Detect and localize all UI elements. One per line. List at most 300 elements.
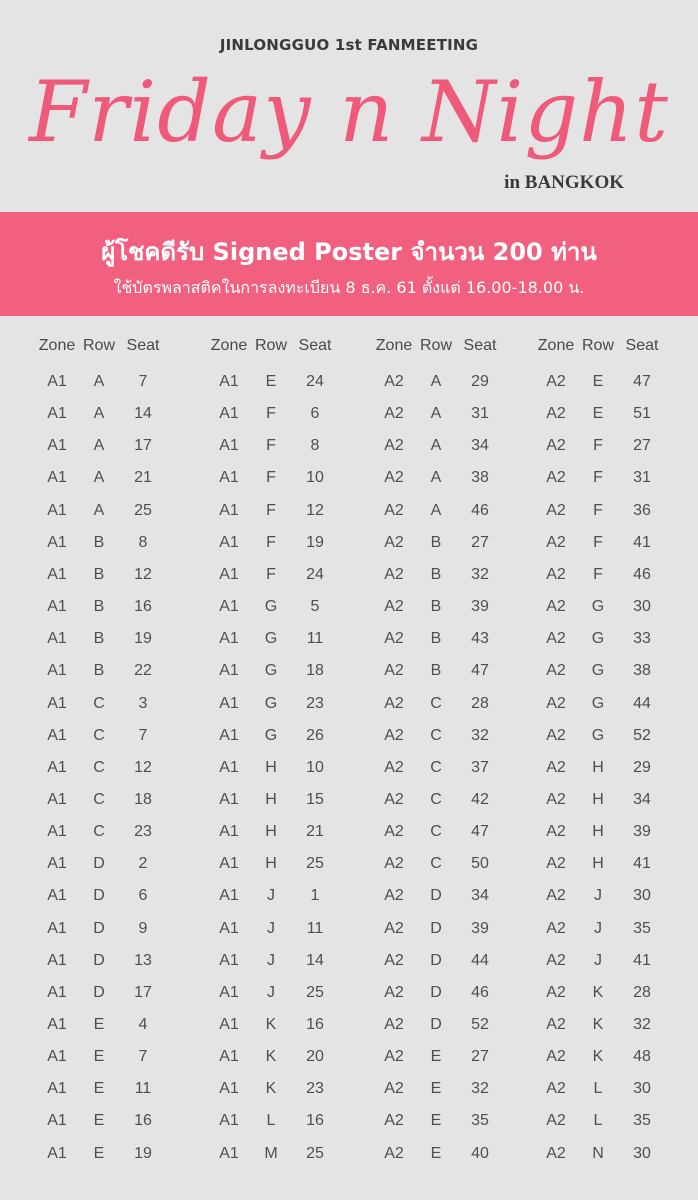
seat-row-cell: J [594,887,602,905]
seat-zone-cell: A1 [47,758,67,776]
seat-row-cell: D [430,983,442,1001]
event-location: in BANGKOK [504,172,624,193]
seat-seat-cell: 12 [306,501,324,519]
seat-zone-cell: A1 [47,983,67,1001]
seat-zone-cell: A1 [219,662,239,680]
seat-zone-cell: A1 [47,823,67,841]
seat-row-cell: E [430,1048,442,1066]
seat-seat-cell: 3 [138,694,148,712]
seat-seat-cell: 35 [471,1112,489,1130]
seat-row-cell: G [264,630,278,648]
seat-row-cell: B [430,630,442,648]
seat-zone-cell: A2 [384,758,404,776]
seat-row-cell: F [266,533,276,551]
seat-zone-cell: A2 [546,983,566,1001]
seat-zone-cell: A1 [219,1016,239,1033]
seat-seat-cell: 16 [306,1016,324,1033]
seat-zone-cell: A1 [47,437,67,455]
seat-zone-cell: A2 [546,790,566,808]
seat-row-cell: A [93,373,105,390]
seat-row-cell: F [266,565,276,583]
seat-row-cell: E [592,405,604,423]
seat-row-cell: E [430,1080,442,1098]
seat-seat-cell: 18 [306,662,324,680]
seat-seat-cell: 5 [310,598,320,616]
seat-zone-cell: A1 [219,437,239,455]
seat-row-cell: J [594,919,602,937]
column-header-zone: Zone [375,337,413,354]
seat-row-cell: B [93,565,105,583]
seat-zone-cell: A2 [384,630,404,648]
seat-row-cell: L [593,1080,603,1098]
seat-seat-cell: 46 [471,501,489,519]
seat-row-cell: G [591,694,605,712]
seat-seat-cell: 41 [633,533,651,551]
seat-seat-cell: 16 [134,598,152,616]
seat-zone-cell: A1 [219,855,239,873]
seat-row-cell: C [430,823,442,841]
seat-seat-cell: 30 [633,1080,651,1098]
seat-zone-cell: A1 [47,1080,67,1098]
seat-zone-cell: A1 [219,983,239,1001]
seat-row-cell: A [430,469,442,487]
seat-seat-cell: 40 [471,1144,489,1162]
seat-zone-cell: A1 [47,1016,67,1033]
seat-row-cell: F [266,405,276,423]
seat-seat-cell: 25 [306,855,324,873]
seat-row-cell: E [430,1112,442,1130]
seat-row-cell: B [430,565,442,583]
seat-row-cell: H [592,758,604,776]
seat-seat-cell: 21 [134,469,152,487]
seat-zone-cell: A2 [384,1112,404,1130]
seat-row-cell: C [93,694,105,712]
column-header-zone: Zone [38,337,76,354]
event-title: Friday n Night [28,63,670,161]
seat-row-cell: E [93,1112,105,1130]
seat-zone-cell: A1 [219,919,239,937]
seat-zone-cell: A2 [384,1048,404,1066]
seat-zone-cell: A1 [219,790,239,808]
seat-row-cell: C [430,694,442,712]
seat-zone-cell: A1 [47,726,67,744]
seat-row-cell: K [265,1080,277,1098]
seat-seat-cell: 7 [138,373,148,390]
seat-row-cell: K [592,983,604,1001]
seat-seat-cell: 35 [633,919,651,937]
seat-row-cell: H [265,823,277,841]
seat-row-cell: F [593,437,603,455]
seat-zone-cell: A2 [546,437,566,455]
announcement-banner [0,212,698,316]
seat-seat-cell: 26 [306,726,324,744]
seat-row-cell: E [93,1144,105,1162]
seat-seat-cell: 30 [633,1144,651,1162]
seat-row-cell: B [430,533,442,551]
seat-zone-cell: A2 [384,1016,404,1033]
seat-row-cell: J [267,983,275,1001]
seat-zone-cell: A1 [219,469,239,487]
seat-zone-cell: A1 [219,1144,239,1162]
seat-row-cell: G [264,598,278,616]
seat-zone-cell: A2 [384,437,404,455]
seat-seat-cell: 18 [134,790,152,808]
seat-zone-cell: A1 [219,533,239,551]
seat-row-cell: B [93,533,105,551]
seat-zone-cell: A2 [384,694,404,712]
seat-seat-cell: 6 [310,405,320,423]
seat-seat-cell: 11 [134,1080,152,1098]
seat-zone-cell: A1 [47,951,67,969]
seat-row-cell: A [93,469,105,487]
seat-seat-cell: 33 [633,630,651,648]
seat-row-cell: C [430,758,442,776]
seat-zone-cell: A2 [384,565,404,583]
seat-seat-cell: 35 [633,1112,651,1130]
seat-seat-cell: 9 [138,919,148,937]
seat-zone-cell: A1 [219,887,239,905]
seat-seat-cell: 4 [138,1016,148,1033]
seat-zone-cell: A2 [546,598,566,616]
seat-zone-cell: A1 [47,790,67,808]
seat-seat-cell: 46 [633,565,651,583]
seat-seat-cell: 2 [138,855,148,873]
seat-seat-cell: 11 [306,919,324,937]
seat-row-cell: C [93,790,105,808]
seat-seat-cell: 23 [306,1080,324,1098]
seat-zone-cell: A2 [546,855,566,873]
seat-seat-cell: 20 [306,1048,324,1066]
seat-zone-cell: A2 [546,405,566,423]
seat-row-cell: D [430,887,442,905]
seat-seat-cell: 32 [471,726,489,744]
seat-zone-cell: A2 [384,983,404,1001]
seat-zone-cell: A2 [384,855,404,873]
seat-seat-cell: 31 [471,405,489,423]
seat-row-cell: C [93,823,105,841]
seat-zone-cell: A2 [384,726,404,744]
seat-zone-cell: A2 [384,1080,404,1098]
seat-row-cell: B [93,662,105,680]
seat-seat-cell: 34 [633,790,651,808]
seat-seat-cell: 29 [633,758,651,776]
seat-row-cell: M [264,1144,278,1162]
seat-seat-cell: 7 [138,1048,148,1066]
seat-zone-cell: A2 [546,887,566,905]
seat-row-cell: F [593,501,603,519]
seat-row-cell: B [430,598,442,616]
seat-row-cell: A [93,501,105,519]
seat-seat-cell: 13 [134,951,152,969]
seat-row-cell: E [430,1144,442,1162]
seat-zone-cell: A2 [384,887,404,905]
seat-zone-cell: A2 [384,823,404,841]
column-header-row: Row [82,337,115,354]
seat-zone-cell: A1 [219,951,239,969]
seat-row-cell: H [265,758,277,776]
seat-zone-cell: A1 [47,1112,67,1130]
seat-row-cell: G [264,726,278,744]
seat-zone-cell: A2 [546,662,566,680]
seat-row-cell: J [267,919,275,937]
seat-zone-cell: A1 [219,630,239,648]
seat-seat-cell: 21 [306,823,324,841]
seat-row-cell: B [93,630,105,648]
seat-zone-cell: A1 [47,1048,67,1066]
seat-seat-cell: 15 [306,790,324,808]
seat-zone-cell: A1 [47,694,67,712]
seat-seat-cell: 47 [471,823,489,841]
seat-seat-cell: 28 [633,983,651,1001]
seat-seat-cell: 25 [306,983,324,1001]
seat-seat-cell: 36 [633,501,651,519]
seat-zone-cell: A2 [546,823,566,841]
seat-row-cell: F [266,501,276,519]
seat-zone-cell: A1 [219,1048,239,1066]
seat-seat-cell: 39 [633,823,651,841]
seat-seat-cell: 17 [134,437,152,455]
seat-zone-cell: A1 [47,855,67,873]
seat-seat-cell: 11 [306,630,324,648]
seat-seat-cell: 43 [471,630,489,648]
seat-zone-cell: A1 [47,598,67,616]
seat-seat-cell: 41 [633,951,651,969]
poster-header [0,0,698,212]
seat-zone-cell: A2 [546,1144,566,1162]
seat-zone-cell: A1 [47,501,67,519]
seat-seat-cell: 31 [633,469,651,487]
seat-row-cell: C [430,726,442,744]
seat-seat-cell: 47 [633,373,651,390]
seat-zone-cell: A1 [47,630,67,648]
seat-zone-cell: A2 [384,919,404,937]
seat-zone-cell: A1 [47,662,67,680]
seat-seat-cell: 32 [633,1016,651,1033]
column-header-row: Row [581,337,614,354]
seat-seat-cell: 24 [306,373,324,390]
seat-seat-cell: 30 [633,887,651,905]
seat-seat-cell: 47 [471,662,489,680]
seat-zone-cell: A1 [47,919,67,937]
seat-row-cell: G [264,694,278,712]
seat-row-cell: D [93,919,105,937]
seat-seat-cell: 7 [138,726,148,744]
banner-details: ใช้บัตรพลาสติคในการลงทะเบียน 8 ธ.ค. 61 ตั้งแต่ 16.00-18.00 น. [113,278,585,297]
seat-seat-cell: 50 [471,855,489,873]
seat-seat-cell: 10 [306,758,324,776]
seat-row-cell: E [265,373,277,390]
seat-seat-cell: 51 [633,405,651,423]
seat-zone-cell: A2 [384,405,404,423]
seat-zone-cell: A2 [546,373,566,390]
seat-seat-cell: 27 [471,533,489,551]
seat-row-cell: F [593,565,603,583]
seat-seat-cell: 23 [134,823,152,841]
seat-row-cell: G [591,726,605,744]
seat-seat-cell: 19 [306,533,324,551]
seat-row-cell: H [265,790,277,808]
seat-row-cell: B [93,598,105,616]
seat-row-cell: A [93,437,105,455]
seat-zone-cell: A1 [219,1112,239,1130]
seat-row-cell: C [93,758,105,776]
seat-row-cell: D [93,887,105,905]
seat-row-cell: D [93,983,105,1001]
seat-zone-cell: A1 [219,565,239,583]
seat-row-cell: E [93,1080,105,1098]
column-header-seat: Seat [625,337,659,354]
seat-zone-cell: A2 [384,790,404,808]
seat-zone-cell: A1 [47,469,67,487]
seat-zone-cell: A2 [546,726,566,744]
seat-row-cell: G [591,598,605,616]
seat-row-cell: D [430,919,442,937]
seat-row-cell: J [267,887,275,905]
seat-seat-cell: 19 [134,630,152,648]
seat-seat-cell: 32 [471,565,489,583]
seat-zone-cell: A1 [47,373,67,390]
seat-seat-cell: 16 [306,1112,324,1130]
seat-row-cell: E [93,1048,105,1066]
seat-seat-cell: 23 [306,694,324,712]
seat-seat-cell: 17 [134,983,152,1001]
seat-row-cell: D [430,951,442,969]
seat-row-cell: H [592,823,604,841]
seat-seat-cell: 48 [633,1048,651,1066]
seat-zone-cell: A2 [384,598,404,616]
seat-seat-cell: 8 [138,533,148,551]
seat-seat-cell: 27 [471,1048,489,1066]
seat-seat-cell: 52 [633,726,651,744]
seat-seat-cell: 44 [633,694,651,712]
seat-seat-cell: 27 [633,437,651,455]
seat-seat-cell: 25 [134,501,152,519]
seat-seat-cell: 12 [134,565,152,583]
seat-row-cell: F [266,469,276,487]
seat-row-cell: F [593,469,603,487]
seat-zone-cell: A1 [47,405,67,423]
seat-row-cell: K [592,1016,604,1033]
seat-zone-cell: A1 [47,533,67,551]
seat-zone-cell: A1 [219,598,239,616]
seat-zone-cell: A2 [384,533,404,551]
seat-row-cell: B [430,662,442,680]
column-header-zone: Zone [537,337,575,354]
seat-row-cell: A [430,501,442,519]
seat-zone-cell: A2 [546,919,566,937]
seat-zone-cell: A2 [546,630,566,648]
seat-seat-cell: 12 [134,758,152,776]
seat-row-cell: K [265,1048,277,1066]
seat-seat-cell: 32 [471,1080,489,1098]
seat-zone-cell: A2 [384,469,404,487]
seat-seat-cell: 38 [471,469,489,487]
seat-row-cell: A [430,437,442,455]
seat-row-cell: H [592,790,604,808]
seat-seat-cell: 41 [633,855,651,873]
seat-zone-cell: A2 [546,1112,566,1130]
seat-row-cell: G [264,662,278,680]
seat-seat-cell: 28 [471,694,489,712]
seat-seat-cell: 39 [471,598,489,616]
seat-row-cell: H [265,855,277,873]
seat-row-cell: C [430,855,442,873]
column-header-seat: Seat [463,337,497,354]
seat-seat-cell: 37 [471,758,489,776]
seat-seat-cell: 29 [471,373,489,390]
seat-zone-cell: A1 [219,758,239,776]
column-header-seat: Seat [126,337,160,354]
seat-zone-cell: A2 [546,1016,566,1033]
seat-zone-cell: A2 [384,1144,404,1162]
event-subtitle: JINLONGGUO 1st FANMEETING [219,36,479,54]
seat-row-cell: D [93,951,105,969]
seat-seat-cell: 6 [138,887,148,905]
seat-row-cell: F [593,533,603,551]
seat-row-cell: D [430,1016,442,1033]
seat-row-cell: L [593,1112,603,1130]
seat-seat-cell: 19 [134,1144,152,1162]
seat-row-cell: D [93,855,105,873]
column-header-row: Row [419,337,452,354]
seat-row-cell: J [594,951,602,969]
seat-zone-cell: A2 [546,565,566,583]
seat-zone-cell: A2 [384,662,404,680]
seat-row-cell: A [430,405,442,423]
seat-row-cell: F [266,437,276,455]
seat-zone-cell: A2 [546,469,566,487]
seat-row-cell: C [93,726,105,744]
seat-seat-cell: 44 [471,951,489,969]
seat-seat-cell: 52 [471,1016,489,1033]
seat-row-cell: N [592,1144,604,1162]
seat-row-cell: C [430,790,442,808]
seat-row-cell: E [592,373,604,390]
seat-zone-cell: A1 [47,887,67,905]
seat-zone-cell: A2 [384,501,404,519]
seat-zone-cell: A2 [546,533,566,551]
banner-headline: ผู้โชคดีรับ Signed Poster จำนวน 200 ท่าน [101,238,597,266]
seat-seat-cell: 24 [306,565,324,583]
seat-zone-cell: A2 [546,758,566,776]
seat-zone-cell: A1 [219,726,239,744]
seat-zone-cell: A1 [47,565,67,583]
seat-seat-cell: 42 [471,790,489,808]
seat-row-cell: K [592,1048,604,1066]
seat-seat-cell: 14 [306,951,324,969]
seat-zone-cell: A1 [219,823,239,841]
seat-zone-cell: A2 [546,1080,566,1098]
seat-row-cell: H [592,855,604,873]
seat-seat-cell: 1 [310,887,320,905]
seat-seat-cell: 22 [134,662,152,680]
seat-seat-cell: 34 [471,437,489,455]
seat-zone-cell: A1 [219,694,239,712]
seat-row-cell: G [591,630,605,648]
seat-zone-cell: A1 [47,1144,67,1162]
seat-zone-cell: A1 [219,1080,239,1098]
column-header-seat: Seat [298,337,332,354]
seat-zone-cell: A1 [219,501,239,519]
seat-seat-cell: 39 [471,919,489,937]
seat-seat-cell: 8 [310,437,320,455]
seat-zone-cell: A2 [546,501,566,519]
seat-zone-cell: A2 [546,951,566,969]
seat-zone-cell: A2 [384,373,404,390]
seat-row-cell: E [93,1016,105,1033]
seat-row-cell: J [267,951,275,969]
seat-zone-cell: A1 [219,405,239,423]
